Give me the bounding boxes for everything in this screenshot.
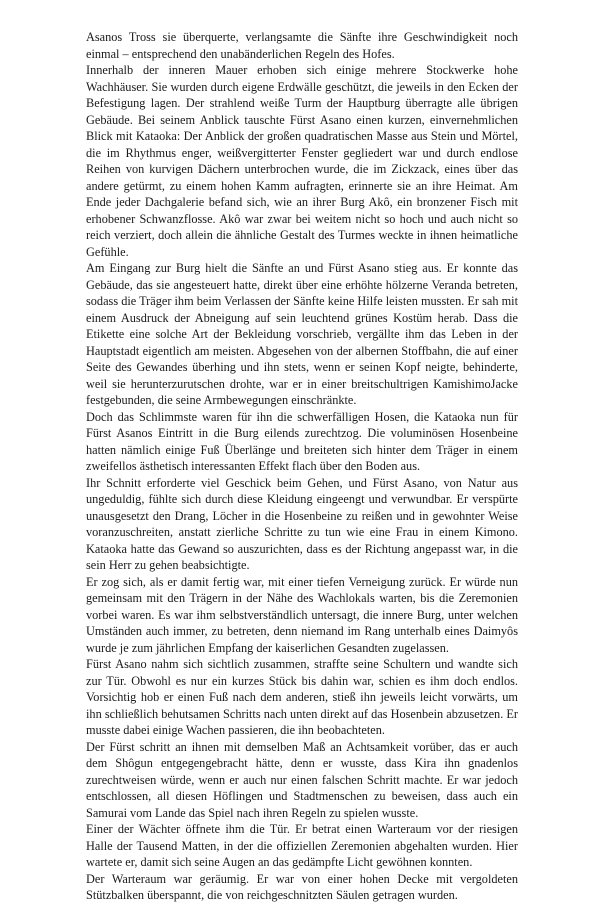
paragraph: Am Eingang zur Burg hielt die Sänfte an und Fürst Asano stieg aus. Er konnte das Gebäude, das sie angesteuert hatte, direkt über eine erhöhte hölzerne Veranda betreten, sodass die Träger ihm beim Verlassen der Sänfte keine Hilfe leisten mussten. Er sah mit einem Ausdruck der Abneigung auf sein leuchtend grünes Kostüm herab. Dass die Etikette eine solche Art der Bekleidung vorschrieb, vergällte ihm das Leben in der Hauptstadt eigentlich am meisten. Abgesehen von der albernen Stoffbahn, die auf einer Seite des Gewandes überhing und ihn stets, wenn er seinen Kopf neigte, behinderte, weil sie herunterzurutschen drohte, war er in einer breitschultrigen KamishimoJacke festgebunden, die seine Armbewegungen einschränkte. <box>86 261 518 407</box>
body-text <box>86 29 518 904</box>
paragraph: Ihr Schnitt erforderte viel Geschick beim Gehen, und Fürst Asano, von Natur aus ungeduldig, fühlte sich durch diese Kleidung eingeengt und verwundbar. Er verspürte unausgesetzt den Drang, Löcher in die Hosenbeine zu reißen und in gewohnter Weise voranzuschreiten, anstatt zierliche Schritte zu tun wie eine Frau in einem Kimono. Kataoka hatte das Gewand so auszurichten, dass es der Richtung angepasst war, in die sein Herr zu gehen beabsichtigte. <box>86 475 518 572</box>
paragraph: Er zog sich, als er damit fertig war, mit einer tiefen Verneigung zurück. Er würde nun gemeinsam mit den Trägern in der Nähe des Wachlokals warten, bis die Zeremonien vorbei waren. Es war ihm selbstverständlich untersagt, die innere Burg, unter welchen Umständen auch immer, zu betreten, denn niemand im Rang unterhalb eines Daimyôs wurde je zum jährlichen Empfang der kaiserlichen Gesandten zugelassen. <box>86 574 518 655</box>
paragraph: Fürst Asano nahm sich sichtlich zusammen, straffte seine Schultern und wandte sich zur Tür. Obwohl es nur ein kurzes Stück bis dahin war, schien es ihm doch endlos. Vorsichtig hob er einen Fuß nach dem anderen, stieß ihn jeweils leicht vorwärts, um ihn schließlich behutsamen Schritts nach unten direkt auf das Hosenbein abzusetzen. Er musste dabei einige Wachen passieren, die ihn beobachteten. <box>86 657 518 737</box>
paragraph: Asanos Tross sie überquerte, verlangsamte die Sänfte ihre Geschwindigkeit noch einmal – entsprechend den unabänderlichen Regeln des Hofes. <box>86 30 518 61</box>
paragraph: Einer der Wächter öffnete ihm die Tür. Er betrat einen Warteraum vor der riesigen Halle der Tausend Matten, in der die offiziellen Zeremonien abgehalten wurden. Hier wartete er, damit sich seine Augen an das gedämpfte Licht gewöhnen konnten. <box>86 822 518 869</box>
paragraph: Der Fürst schritt an ihnen mit demselben Maß an Achtsamkeit vorüber, das er auch dem Shôgun entgegengebracht hätte, denn er wusste, dass Kira ihn gnadenlos zurechtweisen würde, wenn er auch nur einen falschen Schritt machte. Er war jedoch entschlossen, all diesen Höflingen und Stadtmenschen zu beweisen, dass auch ein Samurai vom Lande das Spiel nach ihren Regeln zu spielen wusste. <box>86 739 518 820</box>
paragraph: Der Warteraum war geräumig. Er war von einer hohen Decke mit vergoldeten Stützbalken überspannt, die von reichgeschnitzten Säulen getragen wurden. <box>86 871 518 902</box>
paragraph: Doch das Schlimmste waren für ihn die schwerfälligen Hosen, die Kataoka nun für Fürst Asanos Eintritt in die Burg eilends zurechtzog. Die voluminösen Hosenbeine hatten nämlich einige Fuß Überlänge und breiteten sich hinter dem Träger in einem zweifellos ästhetisch interessanten Effekt flach über den Boden aus. <box>86 409 518 473</box>
paragraph: Innerhalb der inneren Mauer erhoben sich einige mehrere Stockwerke hohe Wachhäuser. Sie wurden durch eigene Erdwälle geschützt, die jeweils in den Ecken der Befestigung lagen. Der strahlend weiße Turm der Hauptburg überragte alle übrigen Gebäude. Bei seinem Anblick tauschte Fürst Asano einen kurzen, einvernehmlichen Blick mit Kataoka: Der Anblick der großen quadratischen Masse aus Stein und Mörtel, die im Rhythmus enger, weißvergitterter Fenster gegliedert war und durch endlose Reihen von kurvigen Dächern unterbrochen wurde, die im Zickzack, eines über das andere getürmt, zu einem hohen Kamm aufragten, erinnerte sie an ihre Heimat. Am Ende jeder Dachgalerie befand sich, wie an ihrer Burg Akô, ein bronzener Fisch mit erhobener Schwanzflosse. Akô war zwar bei weitem nicht so hoch und auch nicht so reich verziert, doch allein die ähnliche Gestalt des Turmes weckte in ihnen heimatliche Gefühle. <box>86 63 518 259</box>
